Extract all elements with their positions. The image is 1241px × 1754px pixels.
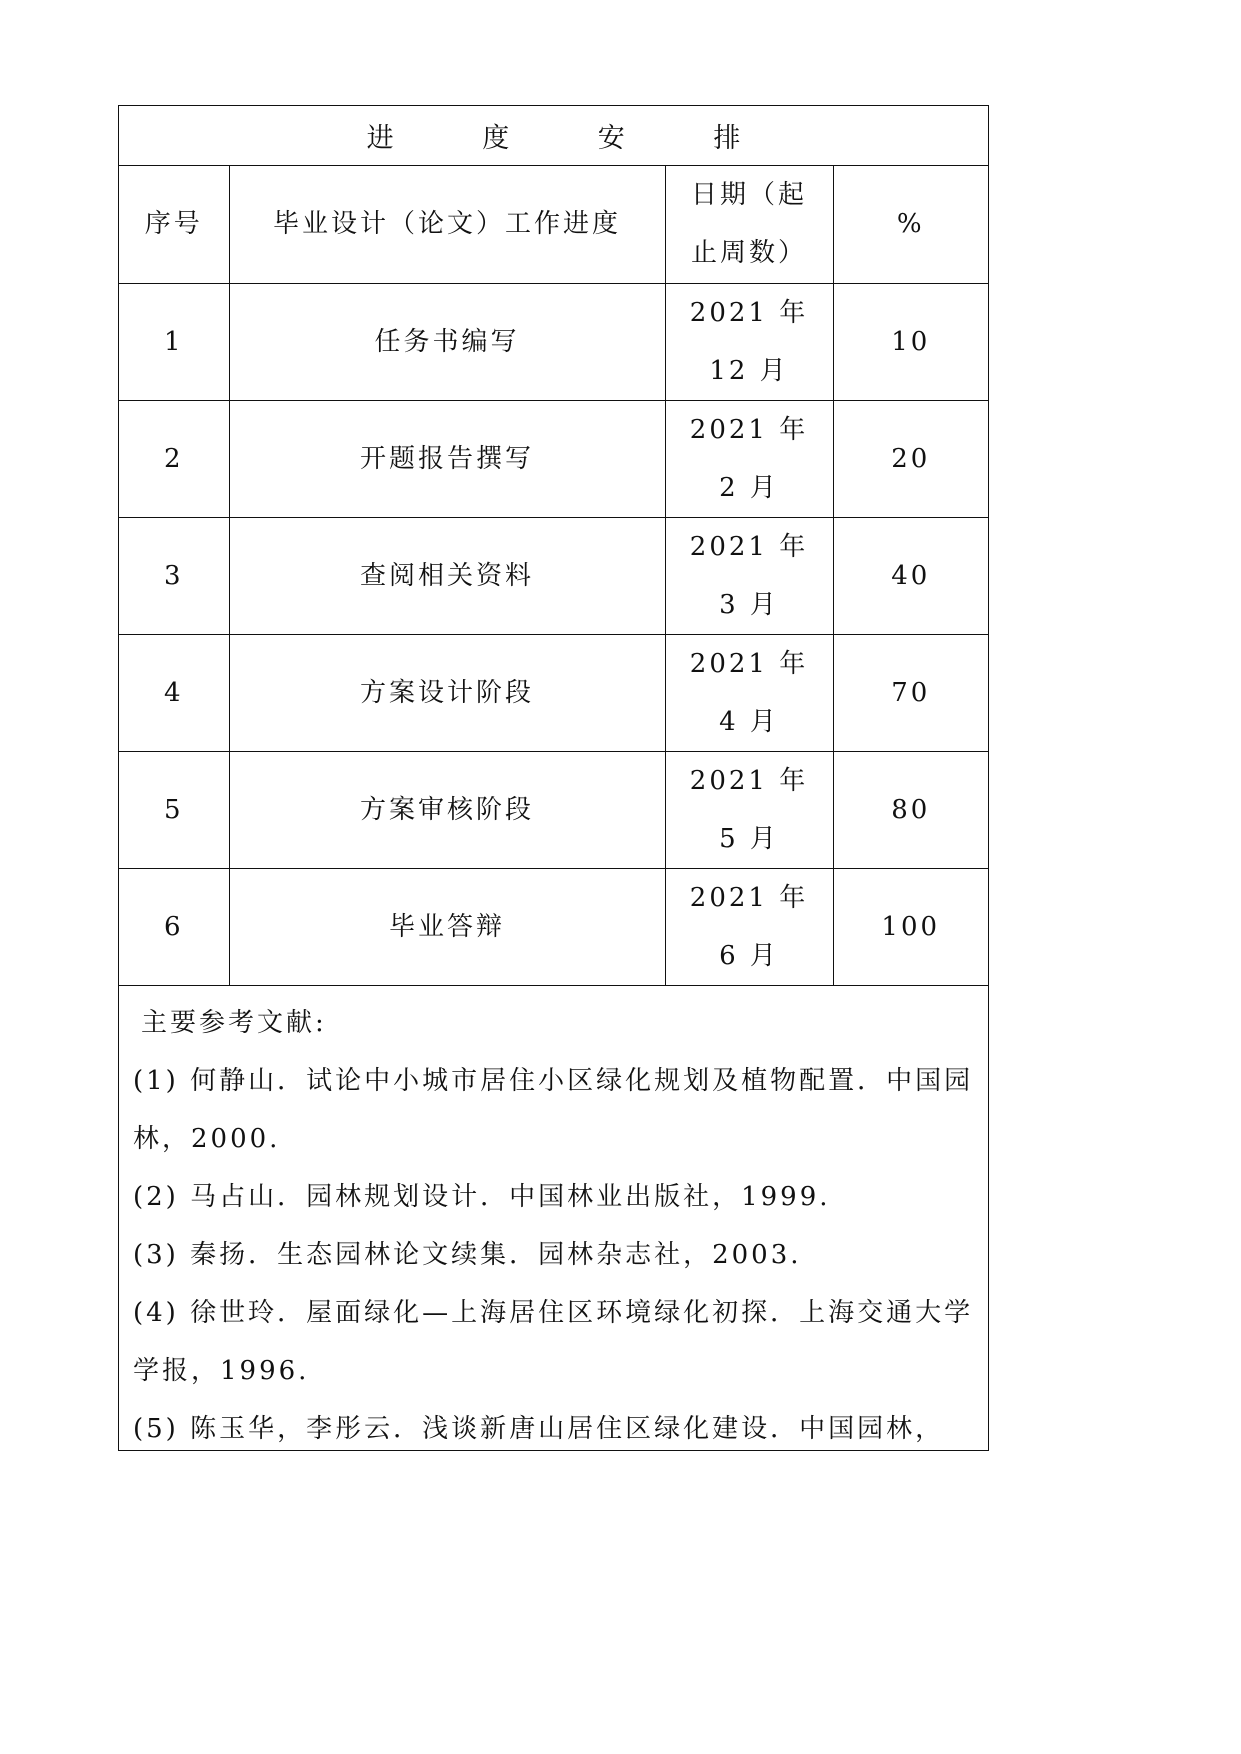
row-task: 方案审核阶段 (229, 751, 665, 868)
row-no: 5 (119, 751, 229, 868)
row-pct: 70 (833, 634, 988, 751)
reference-item: (4) 徐世玲．屋面绿化—上海居住区环境绿化初探．上海交通大学学报，1996. (133, 1297, 974, 1386)
table-row (119, 517, 988, 634)
row-pct: 100 (833, 868, 988, 985)
row-no: 6 (119, 868, 229, 985)
row-date: 2021 年 6 月 (665, 868, 833, 985)
table-row (119, 634, 988, 751)
table-row (119, 283, 988, 400)
form-title: 进 度 安 排 (119, 106, 988, 166)
row-no: 1 (119, 283, 229, 400)
row-task: 任务书编写 (229, 283, 665, 400)
row-date: 2021 年 2 月 (665, 400, 833, 517)
row-task: 查阅相关资料 (229, 517, 665, 634)
references-heading: 主要参考文献: (141, 1007, 327, 1038)
table-row (119, 868, 988, 985)
row-no: 3 (119, 517, 229, 634)
schedule-table (119, 166, 988, 986)
row-task: 毕业答辩 (229, 868, 665, 985)
row-pct: 10 (833, 283, 988, 400)
schedule-form (118, 105, 989, 1451)
row-date: 2021 年 12 月 (665, 283, 833, 400)
reference-item: (2) 马占山．园林规划设计．中国林业出版社，1999. (133, 1181, 831, 1212)
table-row (119, 400, 988, 517)
row-date: 2021 年 5 月 (665, 751, 833, 868)
reference-item: (5) 陈玉华，李彤云．浅谈新唐山居住区绿化建设．中国园林， (133, 1413, 945, 1444)
row-pct: 20 (833, 400, 988, 517)
references-section (119, 986, 988, 1452)
reference-item: (3) 秦扬．生态园林论文续集．园林杂志社，2003. (133, 1239, 802, 1270)
row-date: 2021 年 3 月 (665, 517, 833, 634)
header-date: 日期（起止周数） (665, 166, 833, 283)
header-task: 毕业设计（论文）工作进度 (229, 166, 665, 283)
row-pct: 80 (833, 751, 988, 868)
header-no: 序号 (119, 166, 229, 283)
row-date: 2021 年 4 月 (665, 634, 833, 751)
row-no: 4 (119, 634, 229, 751)
row-no: 2 (119, 400, 229, 517)
header-pct: % (833, 166, 988, 283)
row-task: 方案设计阶段 (229, 634, 665, 751)
table-header-row (119, 166, 988, 283)
table-row (119, 751, 988, 868)
row-task: 开题报告撰写 (229, 400, 665, 517)
reference-item: (1) 何静山．试论中小城市居住小区绿化规划及植物配置．中国园林，2000. (133, 1065, 974, 1154)
row-pct: 40 (833, 517, 988, 634)
